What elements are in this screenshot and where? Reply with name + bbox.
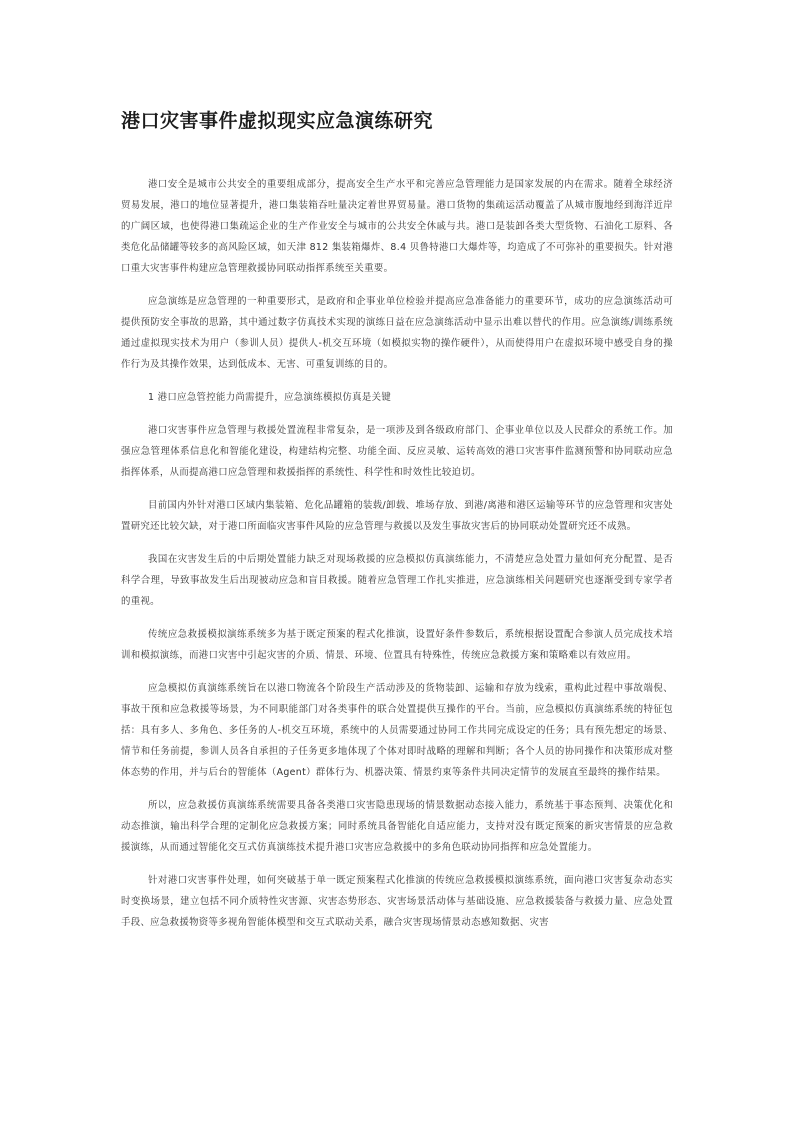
paragraph-system-requirements: 所以，应急救援仿真演练系统需要具备各类港口灾害隐患现场的情景数据动态接入能力，系统基于事态预判、决策优化和动态推演，输出科学合理的定制化应急救援方案；同时系统具备智能化自适应能力，支持对没有既定预案的新灾害情景的应急救援演练，从而通过智能化交互式仿真演练技术提升港口灾害应急救援中的多角色联动协同指挥和应急处置能力。	[121, 800, 673, 853]
paragraph-simulation-features: 应急模拟仿真演练系统旨在以港口物流各个阶段生产活动涉及的货物装卸、运输和存放为线索，重构此过程中事故端倪、事故干预和应急救援等场景，为不同职能部门对各类事件的联合处置提供互操作的平台。当前，应急模拟仿真演练系统的特征包括：具有多人、多角色、多任务的人-机交互环境，系统中的人员需要通过协同工作共同完成设定的任务；具有预先想定的场景、情节和任务前提，参训人员各自承担的子任务更多地体现了个体对即时战略的理解和判断；各个人员的协同操作和决策形成对整体态势的作用，并与后台的智能体（Agent）群体行为、机器决策、情景约束等条件共同决定情节的发展直至最终的操作结果。	[121, 683, 673, 778]
paragraph-disposal-capability: 我国在灾害发生后的中后期处置能力缺乏对现场救援的应急模拟仿真演练能力，不清楚应急处置力量如何充分配置、是否科学合理，导致事故发生后出现被动应急和盲目救援。随着应急管理工作扎实推进，应急演练相关问题研究也逐渐受到专家学者的重视。	[121, 554, 673, 607]
article-title: 港口灾害事件虚拟现实应急演练研究	[121, 110, 434, 132]
section-heading-1: 1 港口应急管控能力尚需提升，应急演练模拟仿真是关键	[148, 392, 392, 403]
article-body	[121, 174, 673, 945]
paragraph-breakthrough: 针对港口灾害事件处理，如何突破基于单一既定预案程式化推演的传统应急救援模拟演练系统，面向港口灾害复杂动态实时变换场景，建立包括不同介质特性灾害源、灾害态势形态、灾害场景活动体与基础设施、应急救援装备与救援力量、应急处置手段、应急救援物资等多视角智能体模型和交互式联动关系，融合灾害现场情景动态感知数据、灾害	[121, 875, 673, 928]
paragraph-traditional-systems: 传统应急救援模拟演练系统多为基于既定预案的程式化推演，设置好条件参数后，系统根据设置配合参演人员完成技术培训和模拟演练，而港口灾害中引起灾害的介质、情景、环境、位置具有特殊性，传统应急救援方案和策略难以有效应用。	[121, 629, 673, 661]
paragraph-emergency-drill: 应急演练是应急管理的一种重要形式，是政府和企事业单位检验并提高应急准备能力的重要环节，成功的应急演练活动可提供预防安全事故的思路，其中通过数字仿真技术实现的演练日益在应急演练活动中显示出难以替代的作用。应急演练/训练系统通过虚拟现实技术为用户（参训人员）提供人-机交互环境（如模拟实物的操作硬件），从而使得用户在虚拟环境中感受自身的操作行为及其操作效果，达到低成本、无害、可重复训练的目的。	[121, 296, 673, 370]
paragraph-research-gap: 目前国内外针对港口区域内集装箱、危化品罐箱的装载/卸载、堆场存放、到港/离港和港区运输等环节的应急管理和灾害处置研究还比较欠缺，对于港口所面临灾害事件风险的应急管理与救援以及发生事故灾害后的协同联动处置研究还不成熟。	[121, 500, 673, 532]
paragraph-rescue-process: 港口灾害事件应急管理与救援处置流程非常复杂，是一项涉及到各级政府部门、企事业单位以及人民群众的系统工作。加强应急管理体系信息化和智能化建设，构建结构完整、功能全面、反应灵敏、运转高效的港口灾害事件监测预警和协同联动应急指挥体系，从而提高港口应急管理和救援指挥的系统性、科学性和时效性比较迫切。	[121, 425, 673, 478]
paragraph-intro-port-safety: 港口安全是城市公共安全的重要组成部分，提高安全生产水平和完善应急管理能力是国家发展的内在需求。随着全球经济贸易发展，港口的地位显著提升，港口集装箱吞吐量决定着世界贸易量。港口货物的集疏运活动覆盖了从城市腹地经到海洋近岸的广阔区域，也使得港口集疏运企业的生产作业安全与城市的公共安全休戚与共。港口是装卸各类大型货物、石油化工原料、各类危化品储罐等较多的高风险区域，如天津 812 集装箱爆炸、8.4 贝鲁特港口大爆炸等，均造成了不可弥补的重要损失。针对港口重大灾害事件构建应急管理救援协同联动指挥系统至关重要。	[121, 179, 673, 274]
